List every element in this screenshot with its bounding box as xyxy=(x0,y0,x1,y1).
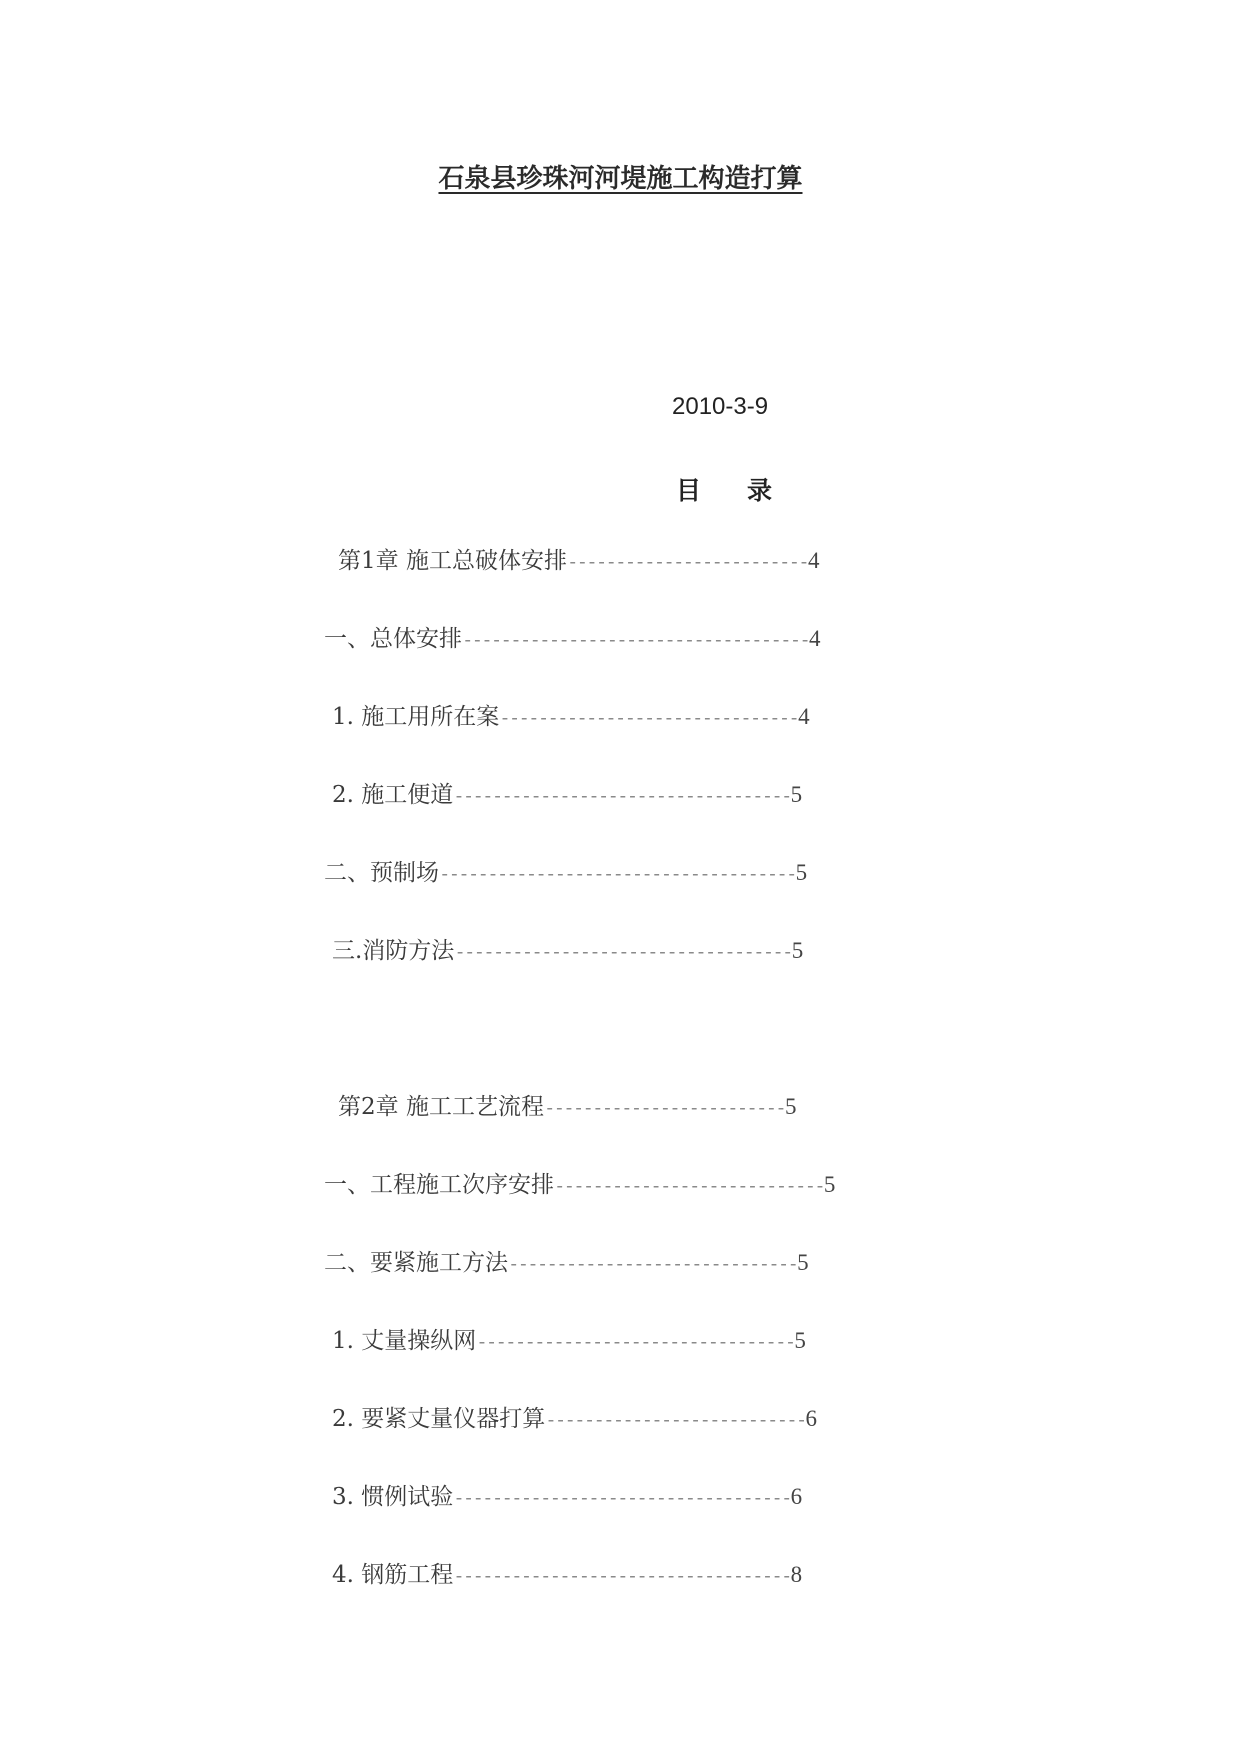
toc-entry[interactable] xyxy=(332,1560,802,1591)
toc-entry-page: 5 xyxy=(791,938,804,963)
toc-entry-leader: --------------------------------- xyxy=(476,1331,795,1353)
toc-entry-page: 5 xyxy=(784,1094,797,1119)
toc-entry-label: 1. 施工用所在案 xyxy=(332,704,500,730)
toc-entry-leader: ------------------------------ xyxy=(508,1253,798,1275)
toc-entry-page: 4 xyxy=(809,626,821,651)
toc-entry-label: 一、总体安排 xyxy=(324,626,462,652)
toc-entry-label: 三.消防方法 xyxy=(332,938,455,964)
toc-entry-leader: ----------------------------------- xyxy=(453,1565,791,1587)
toc-heading: 目录 xyxy=(676,476,819,505)
toc-entry[interactable] xyxy=(324,1248,809,1279)
toc-entry[interactable] xyxy=(332,1482,802,1513)
toc-entry[interactable] xyxy=(338,1092,796,1123)
toc-entry-label: 1. 丈量操纵网 xyxy=(332,1328,477,1354)
toc-entry-page: 5 xyxy=(823,1172,836,1197)
toc-entry-page: 4 xyxy=(807,548,820,573)
toc-entry[interactable] xyxy=(324,1170,835,1201)
toc-entry-leader: --------------------------- xyxy=(545,1409,806,1431)
document-title: 石泉县珍珠河河堤施工构造打算 xyxy=(438,164,803,194)
toc-entry-label: 一、工程施工次序安排 xyxy=(324,1172,554,1198)
toc-entry-leader: ------------------------------- xyxy=(499,707,799,729)
toc-entry-leader: ----------------------------------- xyxy=(453,785,791,807)
toc-entry-page: 6 xyxy=(790,1484,803,1509)
toc-entry[interactable] xyxy=(332,702,810,733)
toc-entry-label: 4. 钢筋工程 xyxy=(332,1562,454,1588)
toc-entry[interactable] xyxy=(332,780,802,811)
toc-entry-page: 5 xyxy=(795,860,808,885)
toc-entry-page: 6 xyxy=(805,1406,818,1431)
toc-entry-leader: ------------------------------------ xyxy=(462,629,810,651)
toc-entry-leader: ------------------------- xyxy=(543,1097,785,1119)
toc-entry-label: 2. 要紧丈量仪器打算 xyxy=(332,1406,546,1432)
toc-entry-leader: ------------------------- xyxy=(566,551,808,573)
toc-entry-page: 5 xyxy=(797,1250,809,1275)
toc-entry[interactable] xyxy=(324,858,807,889)
toc-entry-leader: ---------------------------- xyxy=(554,1175,824,1197)
toc-entry-label: 二、预制场 xyxy=(324,860,439,886)
toc-entry-label: 第2章 施工工艺流程 xyxy=(338,1094,544,1120)
toc-entry[interactable] xyxy=(324,624,821,655)
toc-entry-leader: ------------------------------------- xyxy=(439,863,796,885)
toc-entry-page: 8 xyxy=(790,1562,803,1587)
toc-entry-label: 第1章 施工总破体安排 xyxy=(338,548,567,574)
toc-entry-leader: ----------------------------------- xyxy=(453,1487,791,1509)
document-date: 2010-3-9 xyxy=(672,393,769,420)
toc-entry[interactable] xyxy=(332,936,803,967)
toc-entry-leader: ----------------------------------- xyxy=(454,941,792,963)
toc-entry[interactable] xyxy=(338,546,819,577)
toc-entry-page: 5 xyxy=(794,1328,806,1353)
toc-entry[interactable] xyxy=(332,1404,817,1435)
toc-entry[interactable] xyxy=(332,1326,806,1357)
toc-entry-label: 2. 施工便道 xyxy=(332,782,454,808)
toc-entry-page: 5 xyxy=(790,782,803,807)
toc-entry-page: 4 xyxy=(798,704,810,729)
toc-entry-label: 二、要紧施工方法 xyxy=(324,1250,508,1276)
toc-entry-label: 3. 惯例试验 xyxy=(332,1484,454,1510)
